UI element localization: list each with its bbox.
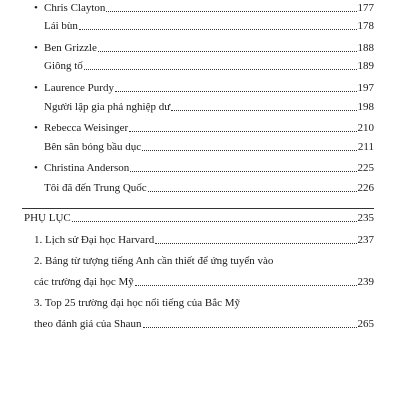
entry-page: 198 [357,101,374,113]
toc-entry[interactable] [44,139,374,155]
dot-leader [135,284,357,286]
entry-title: Rebecca Weisinger [44,122,129,134]
section-divider [22,208,374,209]
entry-page: 189 [357,60,374,72]
toc-entry[interactable] [34,274,374,290]
entry-title-line1: 3. Top 25 trường đại học nổi tiếng của Bắc Mỹ [34,297,241,309]
dot-leader [72,220,357,222]
entry-page: 237 [357,234,374,246]
dot-leader [148,190,357,192]
entry-page: 211 [357,141,374,153]
entry-title-line1: 2. Bảng từ tượng tiếng Anh cần thiết để ứng tuyển vào [34,255,274,267]
dot-leader [142,149,357,151]
dot-leader [79,28,357,30]
entry-title: Christina Anderson [44,162,130,174]
dot-leader [115,90,357,92]
dot-leader [171,109,356,111]
toc-entry[interactable] [44,99,374,115]
entry-title: Laurence Purdy [44,82,114,94]
entry-page: 225 [357,162,374,174]
entry-title: Lái bùn [44,20,78,32]
bullet-icon: • [34,82,38,94]
toc-entry[interactable] [34,316,374,332]
entry-title: Bên sân bóng bầu dục [44,141,142,153]
bullet-icon: • [34,122,38,134]
entry-page: 178 [357,20,374,32]
entry-page: 210 [357,122,374,134]
dot-leader [143,326,357,328]
toc-entry[interactable] [34,40,374,56]
dot-leader [130,170,356,172]
entry-page: 235 [357,212,374,224]
toc-entry[interactable] [34,0,374,16]
bullet-icon: • [34,42,38,54]
toc-entry-appendix[interactable] [24,210,374,226]
entry-page: 226 [357,182,374,194]
toc-entry[interactable] [34,80,374,96]
entry-page: 239 [357,276,374,288]
entry-title-line2: theo đánh giá của Shaun [34,318,142,330]
entry-title-line2: các trường đại học Mỹ [34,276,134,288]
toc-entry[interactable] [34,232,374,248]
entry-page: 265 [357,318,374,330]
entry-page: 188 [357,42,374,54]
dot-leader [106,10,356,12]
entry-title: Tôi đã đến Trung Quốc [44,182,147,194]
dot-leader [84,68,357,70]
toc-entry[interactable] [44,18,374,34]
toc-entry[interactable] [34,160,374,176]
appendix-title: PHỤ LỤC [24,212,71,224]
entry-page: 197 [357,82,374,94]
dot-leader [98,50,357,52]
entry-title: 1. Lịch sử Đại học Harvard [34,234,155,246]
dot-leader [129,130,356,132]
entry-title: Chris Clayton [44,2,106,14]
toc-entry[interactable] [34,120,374,136]
entry-title: Giông tố [44,60,83,72]
bullet-icon: • [34,162,38,174]
entry-title: Người lập gia phả nghiệp dư [44,101,171,113]
toc-entry[interactable] [44,180,374,196]
entry-title: Ben Grizzle [44,42,97,54]
bullet-icon: • [34,2,38,14]
dot-leader [155,242,356,244]
toc-entry[interactable] [44,58,374,74]
entry-page: 177 [357,2,374,14]
